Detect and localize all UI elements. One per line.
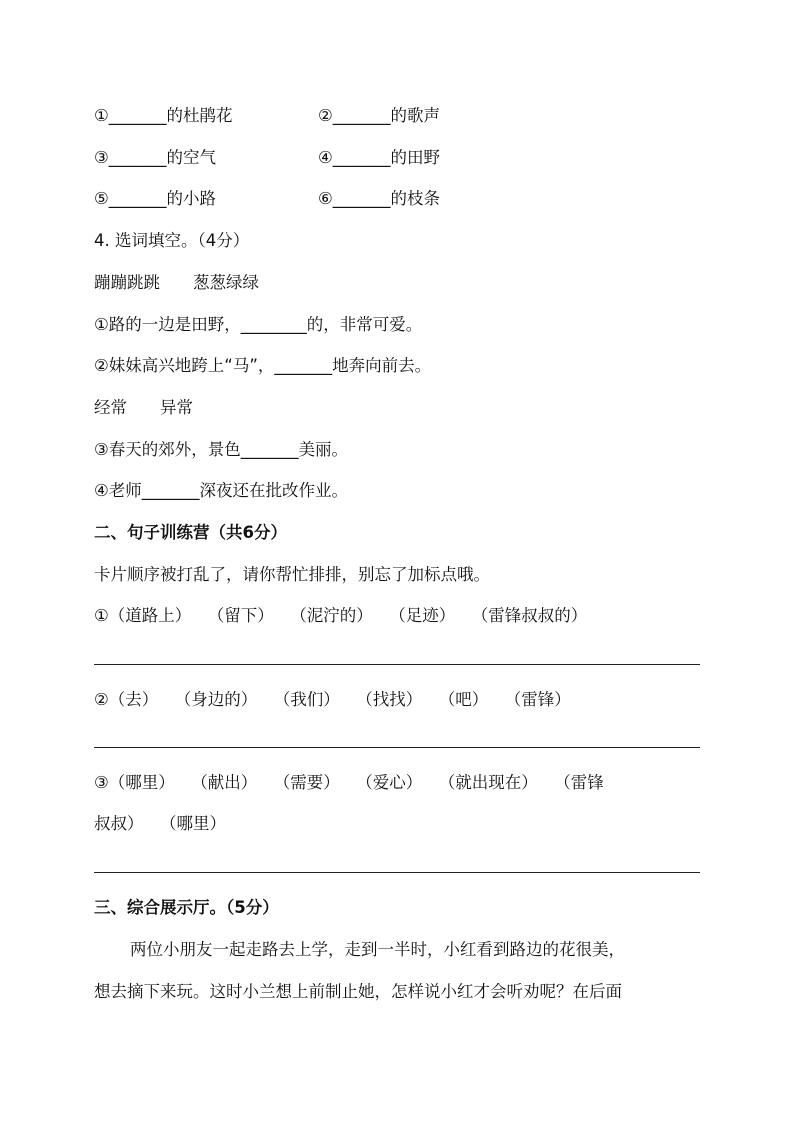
- card-row-3a: ③（哪里） （献出） （需要） （爱心） （就出现在） （雷锋: [94, 773, 604, 792]
- q4-sentence-4: ④老师_______深夜还在批改作业。: [94, 481, 349, 500]
- section3-paragraph-line-2: 想去摘下来玩。这时小兰想上前制止她，怎样说小红才会听劝呢？在后面: [94, 982, 622, 1001]
- q3-item-6: ⑥_______的枝条: [318, 189, 441, 208]
- answer-line-2: [94, 747, 700, 748]
- section2-title: 二、句子训练营（共6分）: [94, 523, 287, 542]
- q4-sentence-1: ①路的一边是田野，________的，非常可爱。: [94, 315, 423, 334]
- card-row-1: ①（道路上） （留下） （泥泞的） （足迹） （雷锋叔叔的）: [94, 606, 588, 625]
- q4-title: 4. 选词填空。（4分）: [94, 231, 250, 250]
- q4-word-choices-1: 蹦蹦跳跳 葱葱绿绿: [94, 273, 259, 292]
- q3-item-1: ①_______的杜鹃花: [94, 106, 233, 125]
- answer-line-3: [94, 872, 700, 873]
- q4-sentence-3: ③春天的郊外，景色_______美丽。: [94, 440, 349, 459]
- section2-instruction: 卡片顺序被打乱了，请你帮忙排排，别忘了加标点哦。: [94, 565, 490, 584]
- card-row-3b: 叔叔） （哪里）: [94, 814, 226, 833]
- q3-item-3: ③_______的空气: [94, 148, 217, 167]
- section3-paragraph-line-1: 两位小朋友一起走路去上学，走到一半时，小红看到路边的花很美，: [130, 940, 625, 959]
- section3-title: 三、综合展示厅。（5分）: [94, 898, 279, 917]
- q3-item-5: ⑤_______的小路: [94, 189, 217, 208]
- q4-sentence-2: ②妹妹高兴地跨上“马”，_______地奔向前去。: [94, 356, 432, 375]
- q3-item-2: ②_______的歌声: [318, 106, 441, 125]
- answer-line-1: [94, 664, 700, 665]
- q3-item-4: ④_______的田野: [318, 148, 441, 167]
- q4-word-choices-2: 经常 异常: [94, 398, 193, 417]
- card-row-2: ②（去） （身边的） （我们） （找找） （吧） （雷锋）: [94, 690, 571, 709]
